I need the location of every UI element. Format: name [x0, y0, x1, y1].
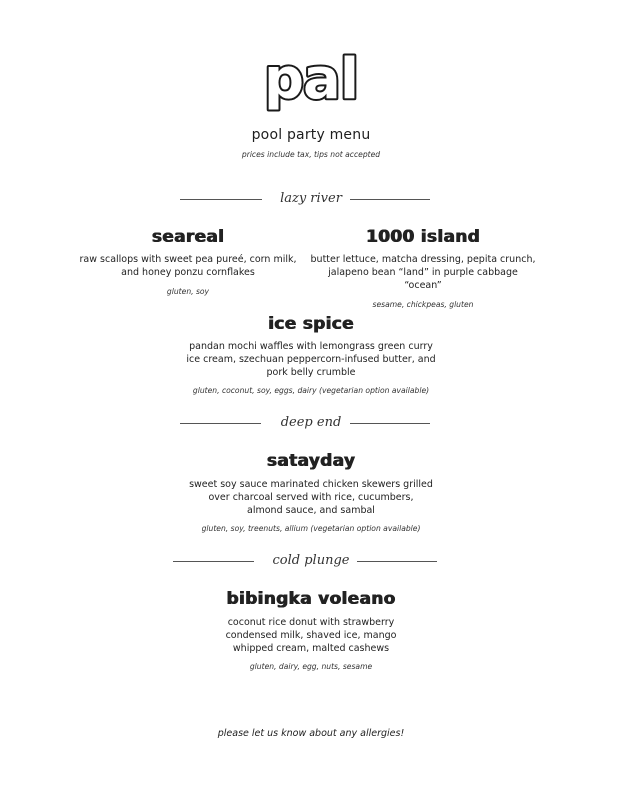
section-title: deep end [280, 415, 342, 430]
dish-allergens: gluten, soy, treenuts, allium (vegetarian option available) [201, 524, 421, 533]
section-title: lazy river [280, 191, 342, 206]
pal-logo [0, 46, 622, 122]
menu-subtitle: pool party menu [251, 127, 371, 143]
dish-name: 1000 island [365, 227, 481, 247]
dish-description: pandan mochi waffles with lemongrass green curry ice cream, szechuan peppercorn-infused butter, and pork belly crumble [186, 341, 436, 378]
dish-description: coconut rice donut with strawberry condensed milk, shaved ice, mango whipped cream, malted cashews [225, 617, 397, 654]
dish-name: ice spice [268, 314, 354, 334]
dish-1000-island [308, 226, 538, 310]
divider-line-right [357, 561, 437, 562]
dish-seareal [78, 226, 298, 297]
divider-line-right [350, 423, 430, 424]
section-title: cold plunge [272, 553, 350, 568]
section-header-cold-plunge [0, 551, 622, 571]
dish-description: butter lettuce, matcha dressing, pepita crunch, jalapeno bean “land” in purple cabbage “ocean” [310, 254, 536, 291]
divider-line-right [350, 199, 430, 200]
dish-allergens: gluten, dairy, egg, nuts, sesame [249, 662, 373, 671]
dish-name: satayday [266, 451, 356, 471]
logo-text: pal [263, 47, 359, 112]
dish-satayday [171, 450, 451, 534]
dish-name: bibingka voleano [226, 589, 396, 609]
section-header-lazy-river [0, 189, 622, 209]
menu-tagline: prices include tax, tips not accepted [241, 150, 381, 159]
section-header-deep-end [0, 413, 622, 433]
dish-allergens: sesame, chickpeas, gluten [372, 300, 474, 309]
dish-ice-spice [171, 313, 451, 396]
allergy-note: please let us know about any allergies! [217, 728, 405, 739]
dish-allergens: gluten, coconut, soy, eggs, dairy (vegetarian option available) [192, 386, 430, 395]
dish-name: seareal [151, 227, 225, 247]
pal-logo-wordmark [256, 46, 366, 116]
dish-description: sweet soy sauce marinated chicken skewers grilled over charcoal served with rice, cucumbers, almond sauce, and sambal [189, 479, 433, 516]
dish-description: raw scallops with sweet pea pureé, corn milk, and honey ponzu cornflakes [79, 254, 297, 278]
dish-allergens: gluten, soy [166, 287, 210, 296]
dish-bibingka-voleano [171, 588, 451, 672]
